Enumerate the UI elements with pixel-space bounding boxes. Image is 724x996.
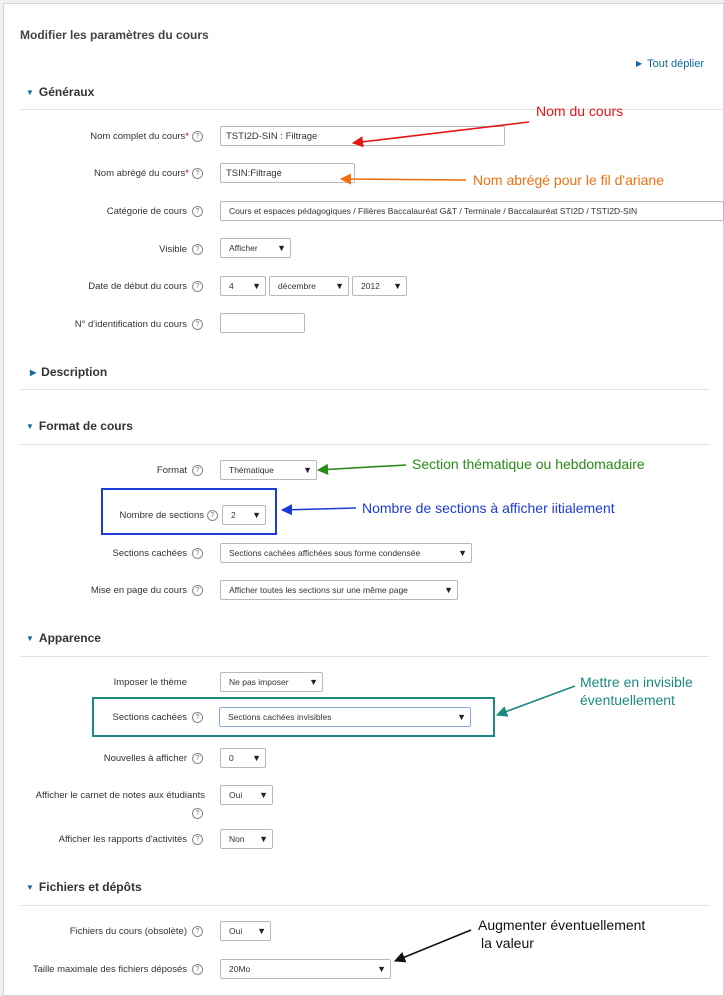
dropdown-arrow-icon: ▼ (444, 585, 453, 595)
help-icon[interactable]: ? (192, 808, 203, 819)
visible-value: Afficher (229, 243, 258, 253)
help-icon[interactable]: ? (192, 964, 203, 975)
dropdown-arrow-icon: ▼ (259, 834, 268, 844)
dropdown-arrow-icon: ▼ (259, 790, 268, 800)
annotation-numsections: Nombre de sections à afficher iitialement (362, 500, 615, 516)
reports-label: Afficher les rapports d'activités (58, 834, 187, 845)
dropdown-arrow-icon: ▼ (335, 281, 344, 291)
page-title: Modifier les paramètres du cours (20, 28, 209, 42)
help-icon[interactable]: ? (192, 206, 203, 217)
help-icon[interactable]: ? (192, 712, 203, 723)
startdate-label: Date de début du cours (88, 281, 187, 292)
gradebook-value: Oui (229, 790, 243, 800)
maxbytes-value: 20Mo (229, 964, 251, 974)
help-icon[interactable]: ? (192, 131, 203, 142)
section-title-description: Description (41, 365, 108, 379)
chevron-down-icon: ▼ (26, 422, 34, 431)
hiddensections2-label: Sections cachées (112, 712, 187, 723)
help-icon[interactable]: ? (192, 281, 203, 292)
arrow-maxbytes (395, 930, 471, 961)
dropdown-arrow-icon: ▼ (252, 510, 261, 520)
help-icon[interactable]: ? (192, 834, 203, 845)
help-icon[interactable]: ? (192, 926, 203, 937)
dropdown-arrow-icon: ▼ (393, 281, 402, 291)
dropdown-arrow-icon: ▼ (252, 281, 261, 291)
fullname-label-text: Nom complet du cours (90, 131, 186, 142)
annotation-arrows (4, 4, 723, 995)
maxbytes-label: Taille maximale des fichiers déposés (32, 964, 187, 975)
arrow-hidden (497, 686, 575, 715)
reports-value: Non (229, 834, 245, 844)
annotation-hidden-line1: Mettre en invisible (580, 674, 693, 690)
startdate-year-value: 2012 (361, 281, 380, 291)
hiddensections-value: Sections cachées affichées sous forme condensée (229, 548, 421, 558)
help-icon[interactable]: ? (192, 465, 203, 476)
annotation-maxbytes-line2: la valeur (481, 935, 534, 951)
layout-value: Afficher toutes les sections sur une même page (229, 585, 408, 595)
annotation-shortname: Nom abrégé pour le fil d'ariane (473, 172, 665, 188)
arrow-fullname (353, 122, 529, 143)
category-label: Catégorie de cours (106, 206, 187, 217)
newsitems-label: Nouvelles à afficher (103, 753, 187, 764)
arrow-shortname (341, 179, 466, 180)
annotation-fullname: Nom du cours (536, 103, 624, 119)
dropdown-arrow-icon: ▼ (457, 712, 466, 722)
numsections-label: Nombre de sections (119, 510, 204, 521)
theme-value: Ne pas imposer (229, 677, 289, 687)
arrow-numsections (282, 508, 356, 510)
annotation-maxbytes-line1: Augmenter éventuellement (478, 917, 646, 933)
annotation-format: Section thématique ou hebdomadaire (412, 456, 645, 472)
idnumber-label: N° d'identification du cours (74, 319, 187, 330)
chevron-right-icon: ▶ (30, 368, 37, 377)
help-icon[interactable]: ? (192, 244, 203, 255)
section-title-files: Fichiers et dépôts (38, 880, 142, 894)
visible-label: Visible (159, 244, 187, 255)
expand-triangle-icon: ▶ (636, 59, 643, 68)
help-icon[interactable]: ? (192, 548, 203, 559)
dropdown-arrow-icon: ▼ (377, 964, 386, 974)
dropdown-arrow-icon: ▼ (257, 926, 266, 936)
dropdown-arrow-icon: ▼ (303, 465, 312, 475)
legacyfiles-label: Fichiers du cours (obsolète) (69, 926, 187, 937)
chevron-down-icon: ▼ (26, 883, 34, 892)
numsections-value: 2 (231, 510, 236, 520)
help-icon[interactable]: ? (192, 585, 203, 596)
gradebook-label: Afficher le carnet de notes aux étudiants (35, 790, 205, 801)
help-icon[interactable]: ? (192, 319, 203, 330)
annotation-hidden-line2: éventuellement (580, 692, 675, 708)
newsitems-value: 0 (229, 753, 234, 763)
format-label: Format (156, 465, 187, 476)
fullname-input[interactable]: TSTI2D-SIN : Filtrage (220, 126, 505, 146)
section-title-appearance: Apparence (38, 631, 101, 645)
dropdown-arrow-icon: ▼ (309, 677, 318, 687)
help-icon[interactable]: ? (192, 753, 203, 764)
dropdown-arrow-icon: ▼ (277, 243, 286, 253)
section-title-general: Généraux (38, 85, 95, 99)
chevron-down-icon: ▼ (26, 634, 34, 643)
chevron-down-icon: ▼ (26, 88, 34, 97)
dropdown-arrow-icon: ▼ (252, 753, 261, 763)
help-icon[interactable]: ? (192, 168, 203, 179)
required-mark: * (185, 131, 189, 142)
hiddensections-label: Sections cachées (112, 548, 187, 559)
hiddensections2-value: Sections cachées invisibles (228, 712, 332, 722)
shortname-input[interactable]: TSIN:Filtrage (220, 163, 355, 183)
arrow-format (318, 465, 406, 470)
theme-label: Imposer le thème (113, 677, 187, 688)
startdate-month-value: décembre (278, 281, 316, 291)
page (3, 3, 724, 996)
section-title-format: Format de cours (38, 419, 133, 433)
startdate-day-value: 4 (229, 281, 234, 291)
shortname-label-text: Nom abrégé du cours (93, 168, 186, 179)
category-value: Cours et espaces pédagogiques / Filières Baccalauréat G&T / Terminale / Baccalauréat STI2D / TSTI2D-SIN (229, 206, 638, 216)
dropdown-arrow-icon: ▼ (458, 548, 467, 558)
expand-all-label: Tout déplier (647, 58, 705, 70)
format-value: Thématique (229, 465, 274, 475)
layout-label: Mise en page du cours (90, 585, 187, 596)
legacyfiles-value: Oui (229, 926, 243, 936)
help-icon[interactable]: ? (207, 510, 218, 521)
required-mark: * (185, 168, 189, 179)
